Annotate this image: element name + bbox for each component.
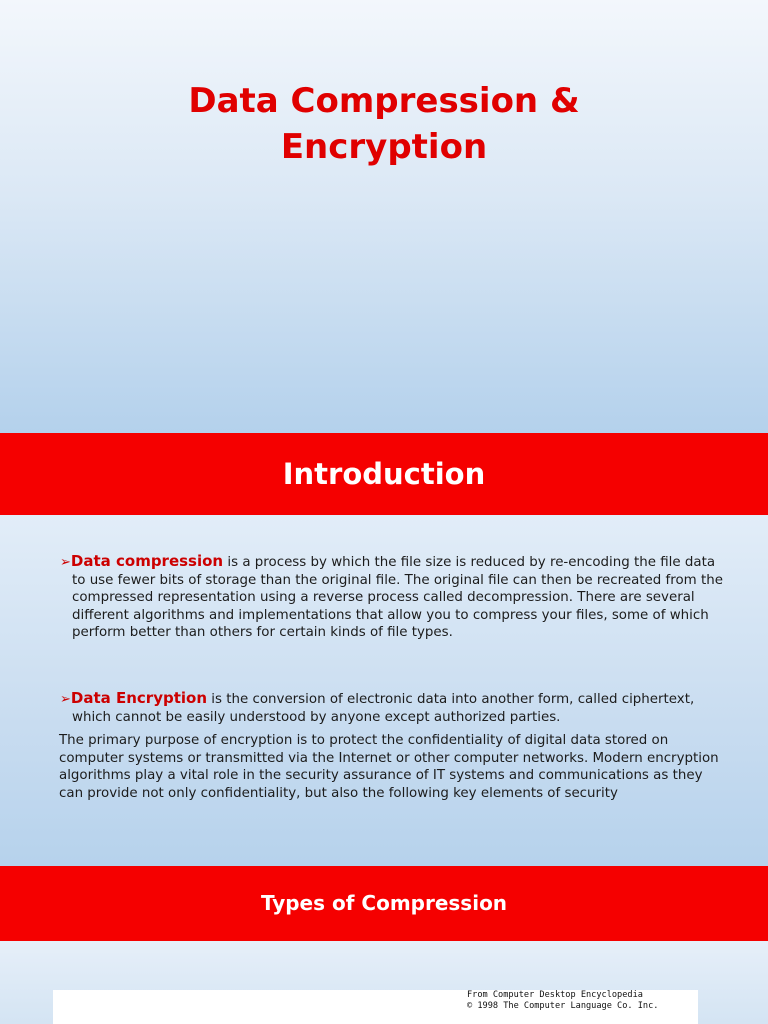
bullet-text: is a process by which the file size is reduced by re-encoding the file data to use fewer bits of storage than the original file. The original file can then be recreated from the compressed representation using a reverse process called decompression. There are several different algorithms and implementations that allow you to compress your files, some of which perform better than others for certain kinds of file types.: [72, 555, 723, 640]
slide-title-line-1: Data Compression &: [188, 81, 580, 121]
slide-title: [0, 78, 768, 170]
compression-figure: [53, 990, 698, 1024]
figure-credit: [467, 990, 695, 1011]
types-of-compression-heading: Types of Compression: [0, 866, 768, 941]
bullet-data-encryption: [60, 690, 724, 726]
bullet-text: is the conversion of electronic data into another form, called ciphertext, which cannot be easily understood by anyone except authorized parties.: [72, 692, 695, 725]
term-data-encryption: Data Encryption: [70, 689, 208, 707]
figure-credit-line-1: From Computer Desktop Encyclopedia: [467, 990, 643, 1000]
bullet-data-compression: [60, 553, 724, 642]
title-slide: [0, 0, 768, 433]
encryption-purpose-paragraph: The primary purpose of encryption is to protect the confidentiality of digital data stored on computer systems or transmitted via the Internet or other computer networks. Modern encryption algorithms play a vital role in the security assurance of IT systems and communications as they can provide not only confidentiality, but also the following key elements of security: [59, 733, 719, 801]
figure-credit-line-2: © 1998 The Computer Language Co. Inc.: [467, 1000, 659, 1011]
arrow-bullet-icon: ➢: [60, 692, 71, 707]
slide-title-line-2: Encryption: [280, 127, 488, 167]
term-data-compression: Data compression: [70, 552, 224, 570]
introduction-heading: Introduction: [0, 433, 768, 515]
arrow-bullet-icon: ➢: [60, 555, 71, 570]
